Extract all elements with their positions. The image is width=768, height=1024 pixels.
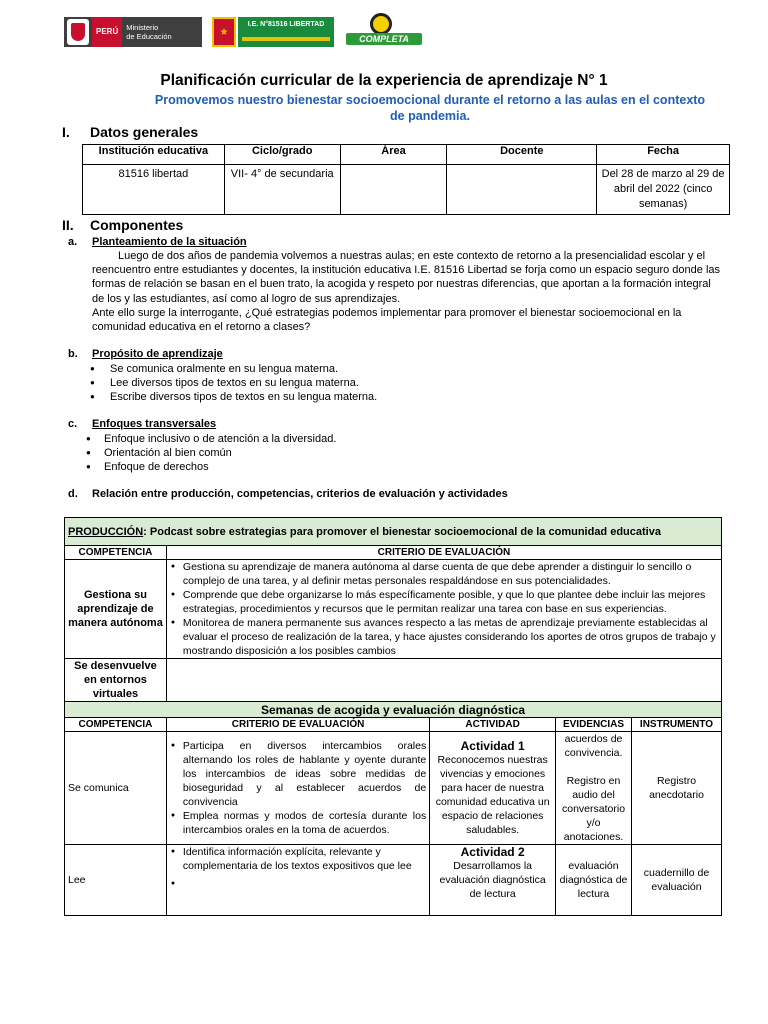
production-cell: PRODUCCIÓN: Podcast sobre estrategias para promover el bienestar socioemocional de la comunidad educativa — [65, 518, 722, 546]
table-header-cell: CRITERIO DE EVALUACIÓN — [166, 546, 721, 560]
criteria-cell — [166, 560, 721, 659]
table-header-cell: INSTRUMENTO — [632, 718, 722, 732]
table-header-cell: CRITERIO DE EVALUACIÓN — [166, 718, 429, 732]
table-header-row — [65, 546, 722, 560]
list-item: ● Emplea normas y modos de cortesía durante los intercambios orales en la toma de acuerdos. — [170, 809, 426, 837]
competency-cell: Lee — [65, 845, 167, 916]
table-cell: 81516 libertad — [83, 165, 225, 215]
table-cell — [340, 165, 447, 215]
list-item: ● Escribe diversos tipos de textos en su lengua materna. — [90, 390, 377, 404]
subsection-d-heading: d. Relación entre producción, competencias, criterios de evaluación y actividades — [68, 488, 508, 500]
list-item: ● Se comunica oralmente en su lengua materna. — [90, 362, 377, 376]
table-header-cell: COMPETENCIA — [65, 546, 167, 560]
list-item: ● Comprende que debe organizarse lo más específicamente posible, y que lo que plantee debe incluir las mejores estrategias, procedimientos y recursos que le permitan realizar una tarea con base en sus experiencias. — [170, 588, 718, 616]
competency-cell: Se comunica — [65, 732, 167, 845]
criteria-cell — [166, 845, 429, 916]
table-cell: VII- 4° de secundaria — [224, 165, 340, 215]
document-subtitle: Promovemos nuestro bienestar socioemocional durante el retorno a las aulas en el contexto de pandemia. — [154, 93, 706, 123]
table-cell — [447, 165, 597, 215]
list-item: ● Gestiona su aprendizaje de manera autónoma al darse cuenta de que debe aprender a distinguir lo sencillo o complejo de una tarea, y al definir metas personales respaldándose en sus potencialidades. — [170, 560, 718, 588]
minedu-logo — [64, 17, 202, 47]
table-row — [65, 845, 722, 916]
week-title-row — [65, 702, 722, 718]
activity-cell: Actividad 2 Desarrollamos la evaluación diagnóstica de lectura — [430, 845, 556, 916]
minedu-text: Ministerio de Educación — [126, 23, 172, 41]
activity-cell: Actividad 1 Reconocemos nuestras vivencias y emociones para hacer de nuestra comunidad educativa un espacio de relaciones saludables. — [430, 732, 556, 845]
instrument-cell: Registro anecdotario — [632, 732, 722, 845]
table-header-cell: Docente — [447, 145, 597, 165]
school-logo-text: I.E. N°81516 LIBERTAD — [247, 21, 325, 28]
table-header-row — [65, 718, 722, 732]
list-item: ● Participa en diversos intercambios orales alternando los roles de hablante y oyente durante los intercambios de ideas sobre medidas de bioseguridad y al establecer acuerdos de convivencia — [170, 739, 426, 809]
instrument-cell: cuadernillo de evaluación — [632, 845, 722, 916]
table-header-cell: ACTIVIDAD — [430, 718, 556, 732]
purpose-list — [90, 362, 377, 404]
production-row — [65, 518, 722, 546]
list-item: ● Enfoque de derechos — [86, 460, 336, 474]
competency-cell: Se desenvuelve en entornos virtuales — [65, 659, 167, 702]
clock-icon — [370, 13, 392, 35]
peru-tag: PERÚ — [92, 17, 122, 47]
criteria-cell — [166, 659, 721, 702]
table-header-cell: Institución educativa — [83, 145, 225, 165]
section-componentes: II. Componentes — [62, 217, 184, 233]
table-header-cell: Ciclo/grado — [224, 145, 340, 165]
jec-logo — [344, 12, 424, 52]
evidence-cell: acuerdos de convivencia. Registro en audio del conversatorio y/o anotaciones. — [556, 732, 632, 845]
list-item: ● Monitorea de manera permanente sus avances respecto a las metas de aprendizaje previamente establecidas al evaluar el proceso de realización de la tarea, y hace ajustes considerando los aportes de otros grupos de trabajo y mostrando disposición a los posibles cambios — [170, 616, 718, 658]
week-title-cell: Semanas de acogida y evaluación diagnóstica — [65, 702, 722, 718]
table-header-cell: EVIDENCIAS — [556, 718, 632, 732]
table-cell: Del 28 de marzo al 29 de abril del 2022 (cinco semanas) — [597, 165, 730, 215]
planning-table — [64, 517, 722, 916]
table-row — [65, 560, 722, 659]
table-header-cell: Fecha — [597, 145, 730, 165]
table-row — [65, 659, 722, 702]
competency-cell: Gestiona su aprendizaje de manera autónoma — [65, 560, 167, 659]
peru-shield-icon — [67, 19, 89, 45]
section-datos-generales: I. Datos generales — [62, 124, 199, 140]
table-row — [83, 165, 730, 215]
subsection-c-heading: c. Enfoques transversales — [68, 418, 217, 430]
situation-paragraph: Luego de dos años de pandemia volvemos a nuestras aulas; en este contexto de retorno a la presencialidad escolar y el reencuentro entre estudiantes y docentes, la institución educativa I.E. 81516 Libertad se forja como un espacio seguro donde las formas de relación se basan en el buen trato, la acogida y respeto por nuestras diferencias, que aportan a la formación integral de los y las estudiantes, así como al logro de sus aprendizajes. Ante ello surge la interrogante, ¿Qué estrategias podemos implementar para promover el bienestar socioemocional en la comunidad educativa en el retorno a clases? — [92, 250, 721, 334]
jec-logo-text: COMPLETA — [346, 33, 422, 45]
criteria-cell — [166, 732, 429, 845]
subsection-a-heading: a. Planteamiento de la situación — [68, 236, 247, 248]
table-header-cell: Área — [340, 145, 447, 165]
document-title: Planificación curricular de la experiencia de aprendizaje N° 1 — [160, 72, 608, 89]
table-header-row — [83, 145, 730, 165]
school-logo — [212, 17, 334, 47]
list-item: ● Orientación al bien común — [86, 446, 336, 460]
approaches-list — [86, 432, 336, 474]
list-item: ● Lee diversos tipos de textos en su lengua materna. — [90, 376, 377, 390]
school-crest-icon: ★ — [212, 17, 236, 47]
table-row — [65, 732, 722, 845]
subsection-b-heading: b. Propósito de aprendizaje — [68, 348, 223, 360]
header-logos — [64, 12, 444, 52]
general-data-table — [82, 144, 730, 215]
list-item: ● Identifica información explícita, relevante y complementaria de los textos expositivos que lee — [170, 845, 426, 873]
list-item — [170, 877, 426, 891]
evidence-cell: evaluación diagnóstica de lectura — [556, 845, 632, 916]
list-item: ● Enfoque inclusivo o de atención a la diversidad. — [86, 432, 336, 446]
table-header-cell: COMPETENCIA — [65, 718, 167, 732]
